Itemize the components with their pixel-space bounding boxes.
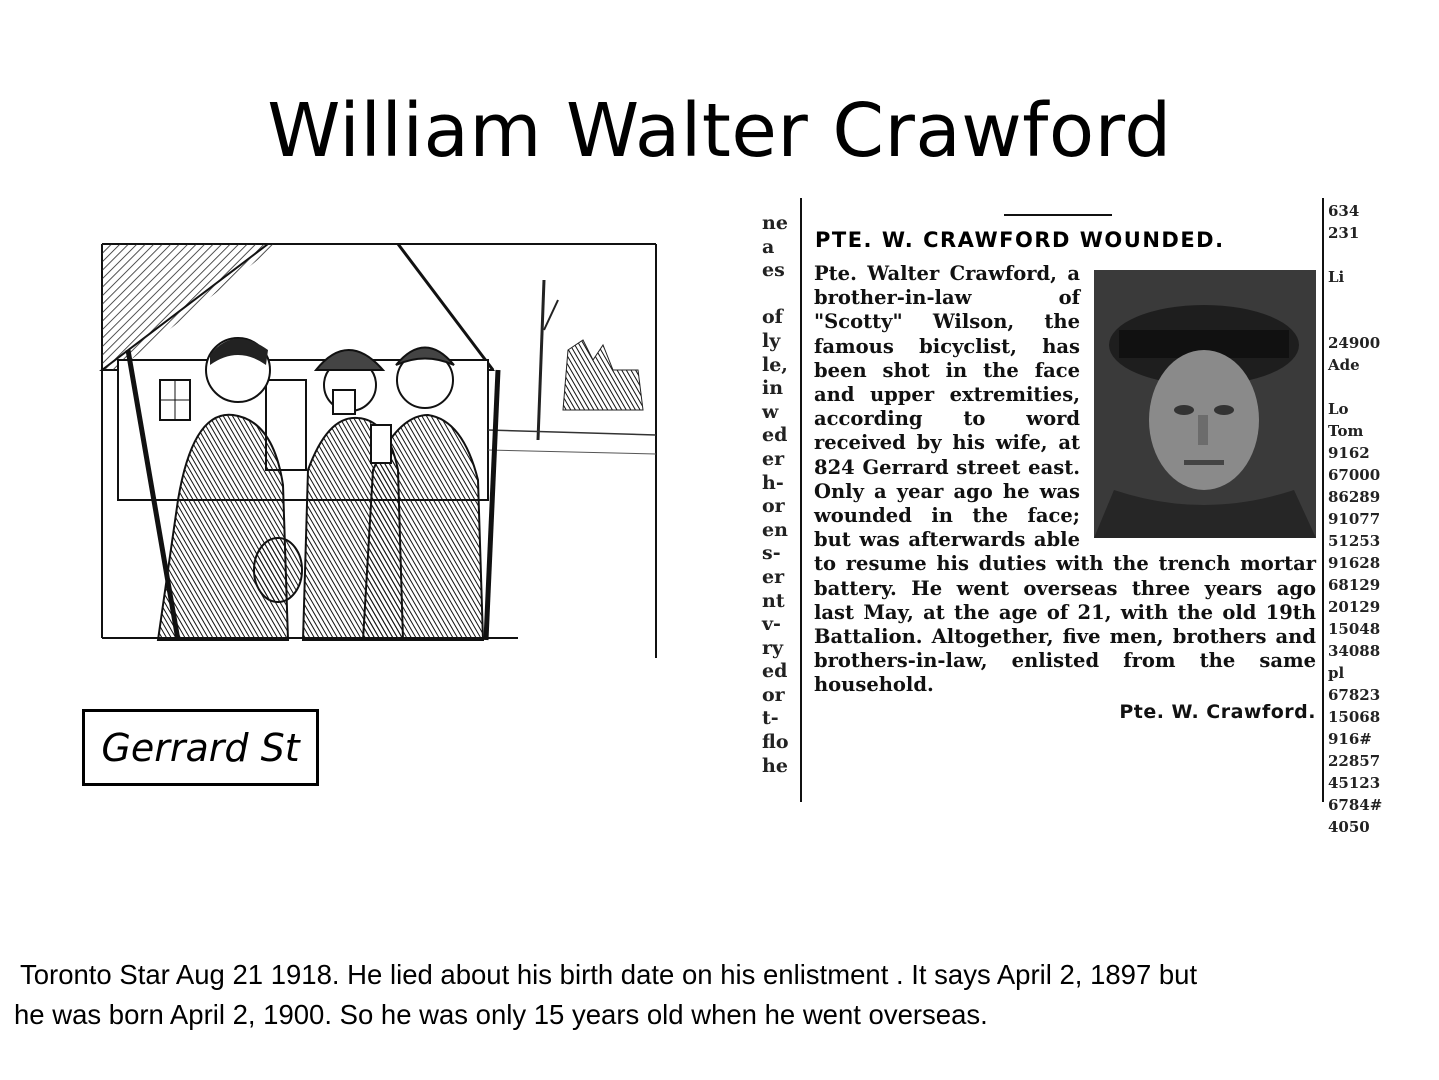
article-body [814, 262, 1316, 724]
column-fragment: er [762, 565, 785, 588]
column-fragment: 86289 [1328, 488, 1381, 506]
column-fragment: en [762, 518, 788, 541]
column-fragment [1328, 376, 1382, 398]
column-fragment: in [762, 377, 784, 400]
column-fragment: er [762, 447, 785, 470]
slide-title: William Walter Crawford [267, 88, 1172, 174]
column-fragment: 45123 [1328, 774, 1381, 792]
column-fragment: 34088 [1328, 642, 1381, 660]
column-fragment: 67823 [1328, 686, 1381, 704]
column-fragment: or [762, 683, 785, 706]
article-text: Pte. Walter Crawford, a brother-in-law of "Scotty" Wilson, the famous bicyclist, has been shot in the face and upper extremities, according to word received by his wife, at 824 Gerrard street east. Only a year ago he was wounded in the face; but was afterwards able to resume his duties with the trench mortar battery. He went overseas three years ago last May, at the age of 21, with the old 19th Battalion. Altogether, five men, brothers and brothers-in-law, enlisted from the same household. [814, 262, 1316, 697]
column-fragment: 231 [1328, 224, 1360, 242]
column-fragment: Lo [1328, 400, 1349, 418]
header-rule [1004, 214, 1112, 216]
left-column-fragments [762, 212, 794, 778]
street-label-box [82, 709, 319, 786]
column-fragment [762, 283, 794, 307]
column-fragment [1328, 288, 1382, 310]
column-fragment: 24900 [1328, 334, 1381, 352]
caption-line-2: he was born April 2, 1900. So he was only 15 years old when he went overseas. [14, 999, 988, 1030]
column-fragment: t- [762, 707, 779, 730]
column-fragment: 916# [1328, 730, 1372, 748]
street-label: Gerrard St [101, 725, 300, 770]
newspaper-clipping [760, 198, 1383, 836]
column-rule-left [800, 198, 802, 802]
column-fragment: 15048 [1328, 620, 1381, 638]
column-fragment: 51253 [1328, 532, 1381, 550]
right-column-fragments [1328, 200, 1382, 838]
column-fragment: es [762, 259, 785, 282]
column-fragment: 4050 [1328, 818, 1370, 836]
column-fragment: 68129 [1328, 576, 1381, 594]
caption-line-1: Toronto Star Aug 21 1918. He lied about his birth date on his enlistment . It says April 2, 1897 but [20, 959, 1198, 990]
column-fragment: nt [762, 589, 785, 612]
column-fragment: ry [762, 636, 784, 659]
column-fragment: le, [762, 353, 788, 376]
column-fragment: s- [762, 542, 781, 565]
column-fragment: Tom [1328, 422, 1364, 440]
soldiers-illustration [98, 240, 660, 660]
column-fragment: Ade [1328, 356, 1360, 374]
column-fragment: w [762, 400, 779, 423]
column-fragment: 91077 [1328, 510, 1381, 528]
column-fragment: 9162 [1328, 444, 1370, 462]
column-fragment: 15068 [1328, 708, 1381, 726]
column-fragment: ed [762, 424, 788, 447]
column-fragment: of [762, 306, 783, 329]
column-fragment: 634 [1328, 202, 1360, 220]
slide-caption [14, 955, 1414, 1035]
column-fragment: ne [762, 212, 788, 234]
column-fragment [1328, 244, 1382, 266]
column-fragment: 91628 [1328, 554, 1381, 572]
column-fragment: ly [762, 329, 781, 352]
soldier-portrait-photo [1094, 270, 1316, 538]
column-fragment: 20129 [1328, 598, 1381, 616]
portrait-image [1094, 270, 1316, 538]
column-fragment: 6784# [1328, 796, 1383, 814]
column-fragment [1328, 310, 1382, 332]
column-fragment: a [762, 235, 775, 258]
column-fragment: flo [762, 731, 789, 754]
article-headline: PTE. W. CRAWFORD WOUNDED. [815, 228, 1225, 252]
column-fragment: Li [1328, 268, 1345, 286]
column-fragment: v- [762, 613, 781, 636]
column-fragment: pl [1328, 664, 1345, 682]
column-fragment: 67000 [1328, 466, 1381, 484]
column-fragment: or [762, 495, 785, 518]
column-fragment: ed [762, 660, 788, 683]
column-fragment: 22857 [1328, 752, 1381, 770]
column-fragment: he [762, 754, 788, 777]
column-fragment: h- [762, 471, 784, 494]
column-rule-right [1322, 198, 1324, 802]
photo-caption: Pte. W. Crawford. [1119, 700, 1316, 723]
